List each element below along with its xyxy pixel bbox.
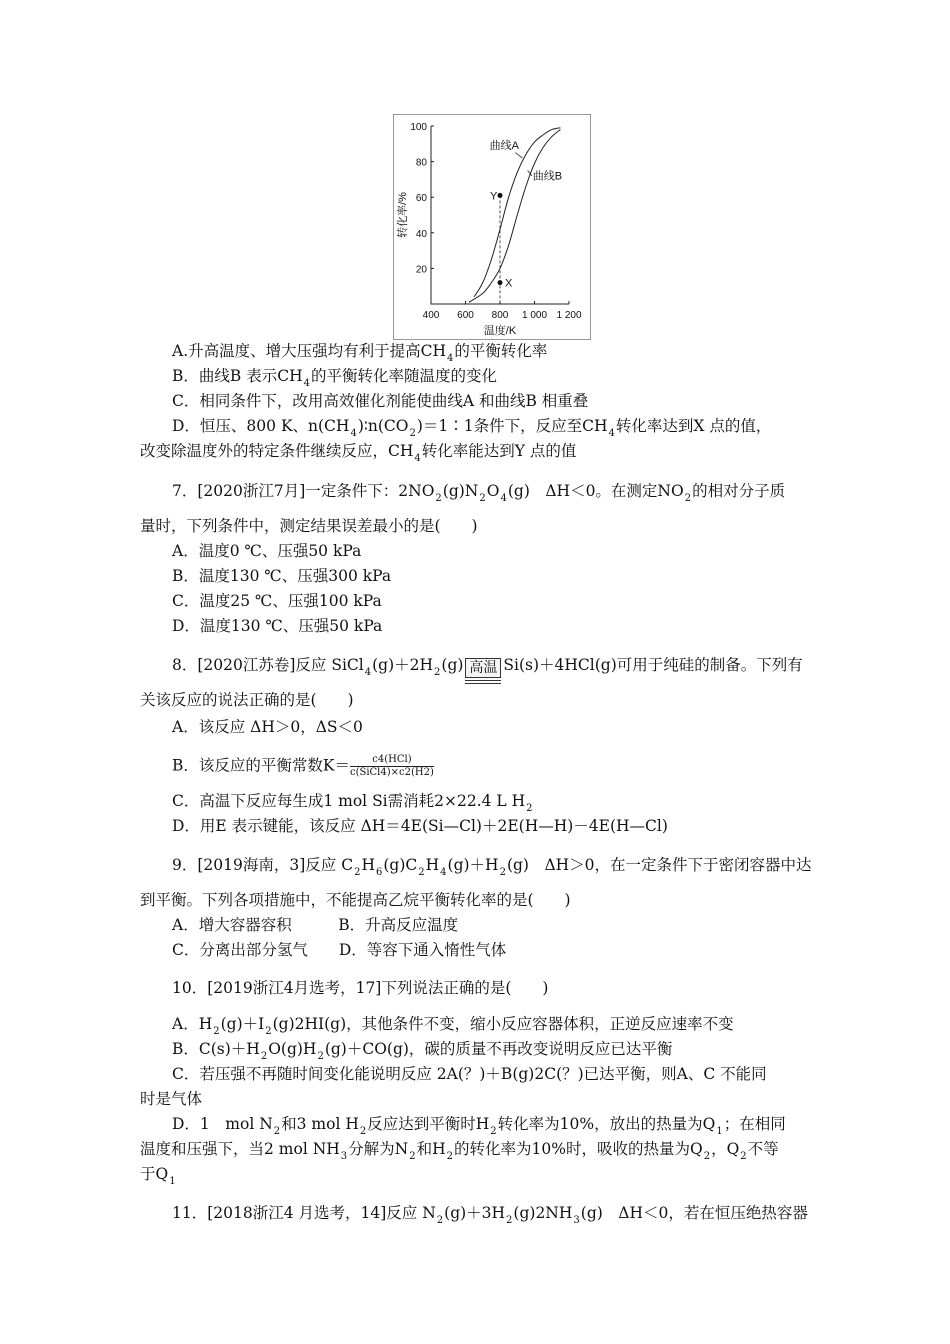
curve-a xyxy=(474,128,563,297)
x-tick-label: 600 xyxy=(457,310,474,321)
q9-options-ab: A．增大容器容积 B．升高反应温度 xyxy=(172,916,459,934)
q10-option-a: A．$H_2(g)+I_2(g)2HI(g)$，其他条件不变，缩小反应容器体积，正逆反应速率不变 xyxy=(172,1015,734,1037)
point-y xyxy=(498,193,503,198)
point-label-y: Y xyxy=(490,190,498,203)
q7-option-a: A．温度0 ℃、压强50 kPa xyxy=(172,542,362,560)
q10-option-d-cont2: 于$Q_1$ xyxy=(140,1165,176,1187)
q7-stem: 7．[2020浙江7月]一定条件下：$2NO_2(g)N_2O_4(g)$ ΔH＜0。在测定$NO_2$的相对分子质 xyxy=(172,482,786,504)
q8-option-b: B．该反应的平衡常数K＝ $\frac{\text{c4(HCl)}}{\text{c(SiCl4)×c2(H2)}}$ xyxy=(172,754,434,778)
point-label-x: X xyxy=(505,277,513,290)
y-tick-label: 100 xyxy=(410,122,427,133)
q6-option-a: A.升高温度、增大压强均有利于提高$CH_4$的平衡转化率 xyxy=(172,342,548,364)
q7-option-d: D．温度130 ℃、压强50 kPa xyxy=(172,617,383,635)
curve-b xyxy=(469,130,563,303)
curve-a-label: 曲线A xyxy=(489,140,519,153)
y-axis-label: 转化率/% xyxy=(397,192,409,238)
q10-stem: 10．[2019浙江4月选考，17]下列说法正确的是( ) xyxy=(172,979,549,997)
conversion-chart xyxy=(393,114,589,338)
q7-stem-cont: 量时，下列条件中，测定结果误差最小的是( ) xyxy=(140,517,478,535)
y-tick-label: 20 xyxy=(415,264,427,276)
equilibrium-constant-fraction: $\frac{\text{c4(HCl)}}{\text{c(SiCl4)×c2(H2)}}$ xyxy=(349,754,434,778)
q9-stem: 9．[2019海南，3]反应 $C_2H_6(g)C_2H_4(g)+H_2(g)$ ΔH＞0，在一定条件下于密闭容器中达 xyxy=(172,856,812,878)
q10-option-b: B．$C(s)+H_2O(g)H_2(g)+CO(g)$，碳的质量不再改变说明反应已达平衡 xyxy=(172,1040,673,1062)
x-tick-label: 400 xyxy=(422,310,440,321)
q9-options-cd: C．分离出部分氢气 D．等容下通入惰性气体 xyxy=(172,941,507,959)
q8-option-c: C．高温下反应每生成1 mol Si需消耗2×22.4 L $H_2$ xyxy=(172,792,533,814)
reaction-condition: 高温 xyxy=(465,658,501,684)
q6-option-d: D．恒压、800 K、$n(CH_4)∶n(CO_2)=1∶1$条件下，反应至$CH_4$转化率达到X 点的值， xyxy=(172,417,772,439)
point-x xyxy=(498,280,503,285)
q6-option-b: B．曲线B 表示$CH_4$的平衡转化率随温度的变化 xyxy=(172,367,497,389)
q8-stem: 8．[2020江苏卷]反应 $SiCl_4(g)+2H_2(g)$ 高温 Si(s)＋4HCl(g)可用于纯硅的制备。下列有 xyxy=(172,655,803,684)
y-tick-label: 80 xyxy=(415,157,427,169)
q10-option-d-cont: 温度和压强下，当2 mol $NH_3$分解为$N_2$和$H_2$的转化率为10%时，吸收的热量为$Q_2$，$Q_2$不等 xyxy=(140,1140,779,1162)
x-tick-label: 1 200 xyxy=(556,310,582,321)
q6-option-d-cont: 改变除温度外的特定条件继续反应，$CH_4$转化率能达到Y 点的值 xyxy=(140,442,577,464)
y-tick-label: 60 xyxy=(415,193,427,205)
x-tick-label: 800 xyxy=(491,310,509,321)
curve-a-leader xyxy=(516,153,523,158)
q10-option-c-cont: 时是气体 xyxy=(140,1090,203,1108)
q8-option-a: A．该反应 ΔH＞0，ΔS＜0 xyxy=(172,718,363,736)
q6-option-c: C．相同条件下，改用高效催化剂能使曲线A 和曲线B 相重叠 xyxy=(172,392,589,410)
q8-option-d: D．用E 表示键能，该反应 ΔH＝4E(Si—Cl)＋2E(H—H)－4E(H—Cl) xyxy=(172,817,668,835)
x-axis-label: 温度/K xyxy=(483,325,517,337)
q7-option-b: B．温度130 ℃、压强300 kPa xyxy=(172,567,392,585)
x-tick-label: 1 000 xyxy=(521,310,548,321)
curve-b-label: 曲线B xyxy=(532,170,563,183)
y-tick-label: 40 xyxy=(415,228,427,240)
q9-stem-cont: 到平衡。下列各项措施中，不能提高乙烷平衡转化率的是( ) xyxy=(140,891,571,909)
q11-stem: 11．[2018浙江4 月选考，14]反应 $N_2(g)+3H_2(g)2NH_3(g)$ ΔH＜0，若在恒压绝热容器 xyxy=(172,1204,808,1226)
q10-option-c: C．若压强不再随时间变化能说明反应 2A(？)＋B(g)2C(？)已达平衡，则A、C 不能同 xyxy=(172,1065,767,1083)
q7-option-c: C．温度25 ℃、压强100 kPa xyxy=(172,592,382,610)
q8-stem-cont: 关该反应的说法正确的是( ) xyxy=(140,691,354,709)
q10-option-d: D．1 mol $N_2$和3 mol $H_2$反应达到平衡时$H_2$转化率为10%，放出的热量为$Q_1$；在相同 xyxy=(172,1115,786,1137)
